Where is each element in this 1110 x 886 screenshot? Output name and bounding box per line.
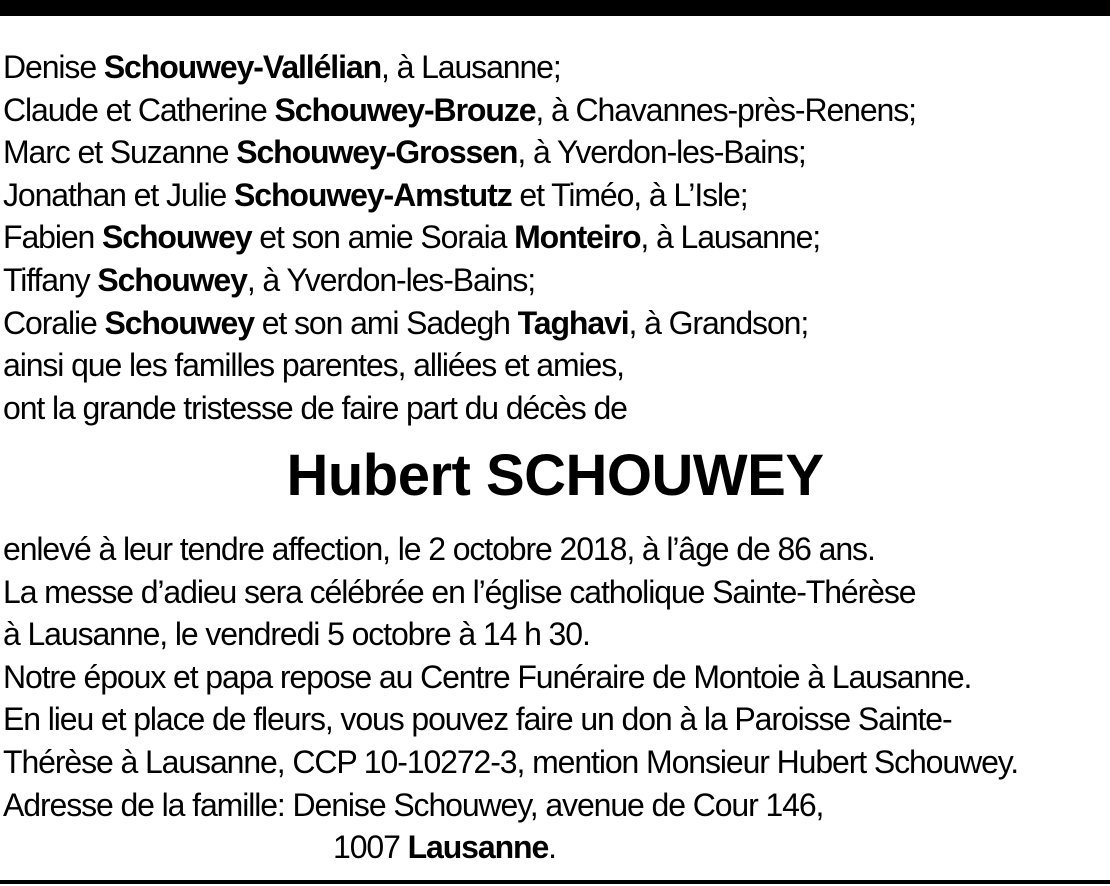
family-line: ainsi que les familles parentes, alliées et amies, [3,347,624,384]
notice-line: En lieu et place de fleurs, vous pouvez faire un don à la Paroisse Sainte- [3,701,952,738]
text: Coralie [3,304,105,341]
city: Lausanne [407,829,549,866]
postcode: 1007 [333,829,408,866]
surname: Schouwey-Amstutz [234,176,512,213]
notice-line: Thérèse à Lausanne, CCP 10-10272-3, mention Monsieur Hubert Schouwey. [3,743,1019,780]
text: , à Lausanne; [381,49,561,85]
notice-line: à Lausanne, le vendredi 5 octobre à 14 h 30. [3,616,590,653]
text: . [548,829,556,866]
family-line [3,302,1108,345]
top-rule [0,0,1110,16]
surname: Schouwey [102,219,252,256]
text: , à Chavannes-près-Renens; [535,91,916,128]
surname: Taghavi [517,304,629,341]
notice-line: La messe d’adieu sera célébrée en l’église catholique Sainte-Thérèse [3,573,916,610]
notice-line: Notre époux et papa repose au Centre Funéraire de Montoie à Lausanne. [3,658,972,695]
surname: Monteiro [514,219,641,256]
surname: Schouwey-Vallélian [103,49,382,85]
family-line [3,259,1108,302]
surname: Schouwey-Brouze [274,91,536,128]
surname: Schouwey [104,304,254,341]
text: Tiffany [3,261,98,298]
text: Jonathan et Julie [3,176,235,213]
text: Marc et Suzanne [3,134,237,171]
text: et Timéo, à L’Isle; [511,176,748,213]
family-line [3,46,1108,89]
family-line [3,216,1108,259]
bottom-rule [0,880,1110,884]
address-city [3,826,1108,869]
text: , à Yverdon-les-Bains; [246,261,536,298]
notice-text [3,528,1108,869]
text: et son ami Sadegh [253,304,518,341]
family-line [3,131,1108,174]
text: Fabien [3,219,103,256]
notice-line: Adresse de la famille: Denise Schouwey, avenue de Cour 146, [3,786,824,823]
text: Claude et Catherine [3,91,275,128]
family-line [3,174,1108,217]
text: , à Yverdon-les-Bains; [517,134,806,171]
family-line [3,89,1108,132]
text: , à Lausanne; [640,219,821,256]
notice-line: enlevé à leur tendre affection, le 2 octobre 2018, à l’âge de 86 ans. [3,531,875,567]
family-list [3,46,1108,429]
text: et son amie Soraia [251,219,515,256]
surname: Schouwey [97,261,247,298]
deceased-name: Hubert SCHOUWEY [286,443,824,508]
surname: Schouwey-Grossen [236,134,518,171]
text: , à Grandson; [628,304,809,341]
family-line: ont la grande tristesse de faire part du décès de [3,389,627,426]
text: Denise [3,49,104,85]
